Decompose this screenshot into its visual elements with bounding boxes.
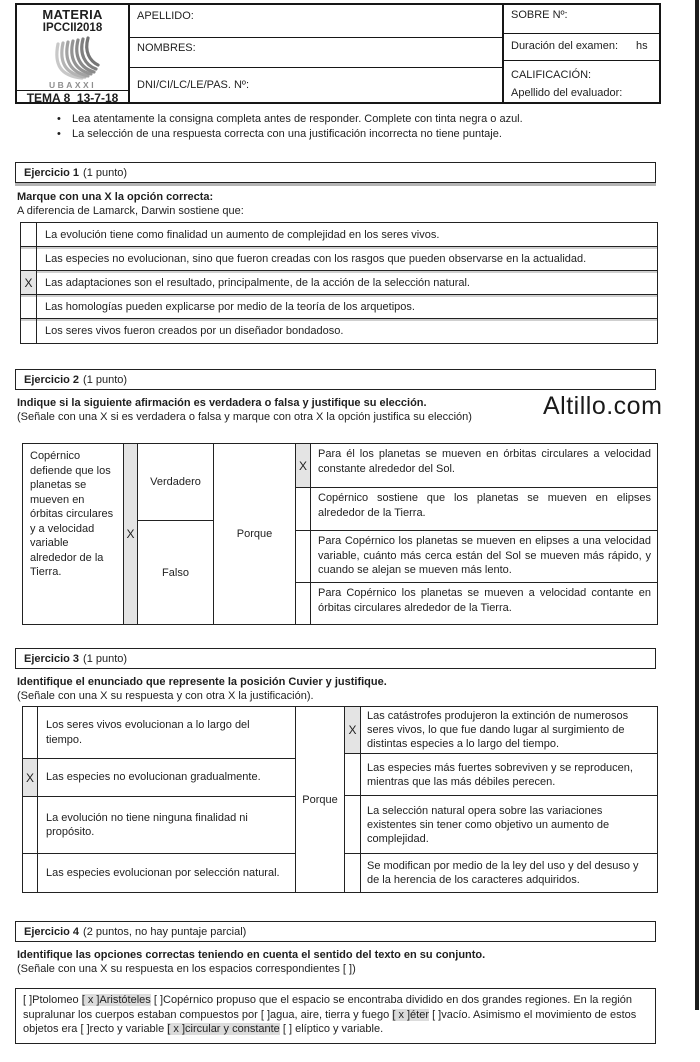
justification-row xyxy=(296,531,657,583)
ejercicio1-options-table xyxy=(20,222,658,344)
ejercicio3-table xyxy=(22,706,658,893)
option-mark-cell[interactable] xyxy=(21,223,37,246)
option-row xyxy=(21,319,657,343)
justification-text: Se modifican por medio de la ley del uso y del desuso y de la herencia de los caracteres adquiridos. xyxy=(367,860,639,886)
calificacion-field[interactable] xyxy=(504,61,659,102)
justification-row xyxy=(296,488,657,531)
sobre-field[interactable] xyxy=(504,5,659,34)
option-row xyxy=(21,271,657,295)
justification-text: Para Copérnico los planetas se mueven a velocidad contante en órbitas circulares alrededor de la Tierra. xyxy=(318,587,651,614)
ejercicio3-prompt-bold: Identifique el enunciado que represente la posición Cuvier y justifique. xyxy=(17,676,387,688)
altillo-watermark: Altillo.com xyxy=(543,392,663,420)
statement-row xyxy=(23,797,295,854)
ejercicio2-points: (1 punto) xyxy=(83,373,128,386)
fill-in-segment[interactable]: [ ] elíptico y variable. xyxy=(279,1023,384,1035)
dni-label: DNI/CI/LC/LE/PAS. Nº: xyxy=(137,79,250,91)
ejercicio2-table xyxy=(22,443,658,625)
verdadero-cell[interactable]: Verdadero xyxy=(138,444,213,521)
nombres-label: NOMBRES: xyxy=(137,42,196,54)
duracion-field[interactable] xyxy=(504,34,659,61)
header-table xyxy=(15,3,661,104)
instruction-item xyxy=(57,112,647,127)
ubaxxi-logo-text: UBAXXI xyxy=(48,80,97,90)
justification-mark-cell[interactable] xyxy=(345,796,361,853)
option-text: La evolución tiene como finalidad un aumento de complejidad en los seres vivos. xyxy=(45,228,440,241)
ejercicio1-title-box xyxy=(15,162,656,183)
ejercicio4-prompt-note: (Señale con una X su respuesta en los espacios correspondientes [ ]) xyxy=(17,963,356,975)
justification-column xyxy=(296,444,657,624)
marked-option[interactable]: [ x ]circular y constante xyxy=(167,1023,280,1035)
justification-mark-cell[interactable] xyxy=(345,854,361,892)
ejercicio4-prompt-bold: Identifique las opciones correctas teniendo en cuenta el sentido del texto en su conjunto. xyxy=(17,949,486,961)
apellido-label: APELLIDO: xyxy=(137,10,194,22)
justification-mark-cell[interactable] xyxy=(345,754,361,795)
ejercicio4-title-box xyxy=(15,921,656,942)
ejercicio2-prompt-bold: Indique si la siguiente afirmación es verdadera o falsa y justifique su elección. xyxy=(17,397,427,409)
ubaxxi-logo-icon xyxy=(42,36,104,80)
statement-text: Las especies no evolucionan gradualmente. xyxy=(46,771,261,784)
option-text: Las homologías pueden explicarse por medio de la teoría de los arquetipos. xyxy=(45,300,415,313)
nombres-field[interactable] xyxy=(130,38,502,68)
scan-edge-artifact xyxy=(695,0,699,1010)
statements-column xyxy=(23,707,296,892)
ejercicio1-prompt-text: A diferencia de Lamarck, Darwin sostiene que: xyxy=(17,205,244,217)
ejercicio2-prompt xyxy=(17,396,537,424)
justification-mark-cell[interactable] xyxy=(296,531,311,582)
justification-mark-cell[interactable] xyxy=(296,488,311,530)
ejercicio1-points: (1 punto) xyxy=(83,166,128,179)
apellido-field[interactable] xyxy=(130,5,502,38)
instructions-list xyxy=(57,112,647,141)
header-middle-cell xyxy=(130,5,504,102)
instruction-item xyxy=(57,127,647,142)
statement-mark-cell[interactable] xyxy=(23,797,38,853)
ejercicio1-title: Ejercicio 1 xyxy=(24,166,80,179)
ejercicio4-title: Ejercicio 4 xyxy=(24,925,80,938)
justification-text: La selección natural opera sobre las variaciones existentes sin tener como objetivo un aumento de complejidad. xyxy=(367,804,610,845)
option-row xyxy=(21,295,657,319)
statement-mark-cell[interactable] xyxy=(23,707,38,758)
option-mark-cell[interactable] xyxy=(21,319,37,343)
justification-row xyxy=(345,707,657,754)
justifications-column xyxy=(345,707,657,892)
statement-mark-cell[interactable] xyxy=(23,854,38,892)
ejercicio2-title: Ejercicio 2 xyxy=(24,373,80,386)
marked-option[interactable]: [ x ]éter xyxy=(392,1008,430,1021)
falso-cell[interactable]: Falso xyxy=(162,566,189,579)
option-row xyxy=(21,247,657,271)
vf-mark-cell[interactable]: X xyxy=(124,444,138,624)
justification-mark-cell[interactable] xyxy=(296,583,311,624)
instruction-text: La selección de una respuesta correcta con una justificación incorrecta no tiene puntaje. xyxy=(72,127,502,140)
porque-cell xyxy=(296,707,345,892)
dni-field[interactable] xyxy=(130,68,502,102)
bullet-icon: • xyxy=(57,113,61,125)
justification-row xyxy=(296,444,657,488)
statement-text: Los seres vivos evolucionan a lo largo del tiempo. xyxy=(46,719,250,746)
fill-in-segment[interactable]: [ ]Ptolomeo xyxy=(23,994,82,1006)
evaluador-label: Apellido del evaluador: xyxy=(511,87,623,99)
duracion-unit: hs xyxy=(636,40,648,52)
fill-in-segment[interactable]: [ ]vacío. Asimismo el movimiento de estos objetos era [ ]recto y variable xyxy=(23,1008,637,1035)
justification-text: Copérnico sostiene que los planetas se mueven en elipses alrededor de la Tierra. xyxy=(318,492,651,519)
ejercicio3-title-box xyxy=(15,648,656,669)
justification-row xyxy=(345,754,657,796)
duracion-label: Duración del examen: xyxy=(511,40,619,52)
statement-row xyxy=(23,707,295,759)
option-text: Los seres vivos fueron creados por un diseñador bondadoso. xyxy=(45,325,344,337)
justification-text: Para él los planetas se mueven en órbitas circulares a velocidad constante alrededor del Sol. xyxy=(318,448,651,475)
calificacion-label: CALIFICACIÓN: xyxy=(511,69,592,81)
statement-mark-cell[interactable]: X xyxy=(23,759,38,796)
statement-row xyxy=(23,759,295,797)
ejercicio1-prompt-bold: Marque con una X la opción correcta: xyxy=(17,191,214,203)
ejercicio1-prompt xyxy=(17,190,647,218)
header-left-cell xyxy=(17,5,130,105)
marked-option[interactable]: [ x ]Aristóteles xyxy=(81,994,151,1006)
materia-label: MATERIA xyxy=(42,7,103,22)
ejercicio2-title-box xyxy=(15,369,656,390)
option-text: Las adaptaciones son el resultado, principalmente, de la acción de la selección natural. xyxy=(45,276,470,289)
tema-label: TEMA 8 13-7-18 xyxy=(17,90,128,105)
ejercicio4-prompt xyxy=(17,948,647,976)
vf-column xyxy=(138,444,214,624)
instruction-text: Lea atentamente la consigna completa antes de responder. Complete con tinta negra o azul. xyxy=(72,113,523,125)
justification-row xyxy=(345,796,657,854)
statement-text: La evolución no tiene ninguna finalidad ni propósito. xyxy=(46,811,248,838)
materia-code: IPCCII2018 xyxy=(42,22,103,34)
justification-text: Las catástrofes produjeron la extinción de numerosos seres vivos, lo que fue dando lugar al surgimiento de distintas especies a lo largo del tiempo. xyxy=(367,710,629,750)
porque-label: Porque xyxy=(302,793,338,806)
justification-row xyxy=(296,583,657,624)
header-right-cell xyxy=(504,5,659,102)
option-mark-cell[interactable] xyxy=(21,295,37,318)
ejercicio3-title: Ejercicio 3 xyxy=(24,652,80,665)
ejercicio3-points: (1 punto) xyxy=(83,652,128,665)
option-text: Las especies no evolucionan, sino que fueron creadas con los rasgos que pueden observarse en la actualidad. xyxy=(45,252,587,265)
ejercicio4-points: (2 puntos, no hay puntaje parcial) xyxy=(83,925,247,938)
option-row xyxy=(21,223,657,247)
justification-text: Las especies más fuertes sobreviven y se reproducen, mientras que las más débiles perecen. xyxy=(367,761,633,788)
ejercicio2-prompt-note: (Señale con una X si es verdadera o falsa y marque con otra X la opción justifica su elección) xyxy=(17,411,472,423)
option-mark-cell[interactable]: X xyxy=(21,271,37,294)
justification-mark-cell[interactable]: X xyxy=(345,707,361,753)
ejercicio3-prompt-note: (Señale con una X su respuesta y con otra X la justificación). xyxy=(17,690,314,702)
porque-cell: Porque xyxy=(214,444,296,624)
justification-row xyxy=(345,854,657,892)
ejercicio3-prompt xyxy=(17,675,647,703)
option-mark-cell[interactable] xyxy=(21,247,37,270)
statement-cell: Copérnico defiende que los planetas se mueven en órbitas circulares y a velocidad variable alrededor de la Tierra. xyxy=(23,444,124,624)
justification-mark-cell[interactable]: X xyxy=(296,444,311,487)
justification-text: Para Copérnico los planetas se mueven en elipses a una velocidad variable, cuánto más cerca están del Sol se mueven más rápido, y cuando se alejan se mueven más lento. xyxy=(318,535,651,576)
ejercicio4-text-box xyxy=(15,988,656,1044)
statement-row xyxy=(23,854,295,892)
sobre-label: SOBRE Nº: xyxy=(511,9,568,21)
statement-text: Las especies evolucionan por selección natural. xyxy=(46,866,280,879)
fill-in-segment[interactable]: [ ]Copérnico propuso que el espacio se encontraba dividido en dos grandes regiones. En la región supralunar los cuerpos estaban compuestos por [ ]agua, aire, tierra y fuego xyxy=(23,994,633,1021)
bullet-icon: • xyxy=(57,127,61,140)
